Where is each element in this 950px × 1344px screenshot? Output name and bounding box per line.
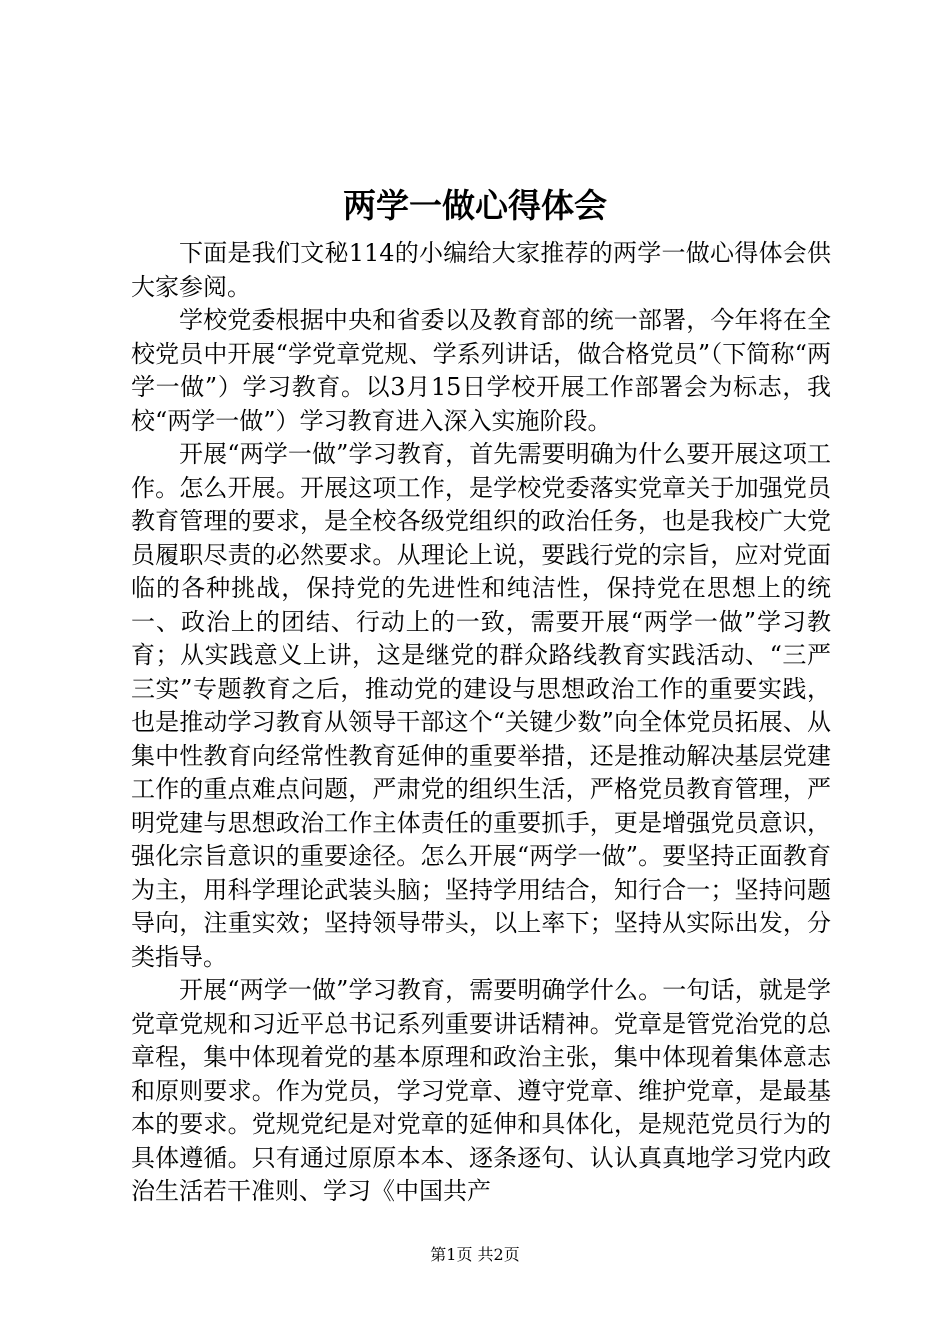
document-body [131, 237, 831, 1209]
paragraph-intro: 下面是我们文秘114的小编给大家推荐的两学一做心得体会供大家参阅。 [131, 239, 831, 301]
paragraph-background: 学校党委根据中央和省委以及教育部的统一部署，今年将在全校党员中开展“学党章党规、学系列讲话，做合格党员”（下简称“两学一做”）学习教育。以3月15日学校开展工作部署会为标志，我校“两学一做”）学习教育进入深入实施阶段。 [131, 306, 831, 435]
paragraph-why: 开展“两学一做”学习教育，首先需要明确为什么要开展这项工作。怎么开展。开展这项工作，是学校党委落实党章关于加强党员教育管理的要求，是全校各级党组织的政治任务，也是我校广大党员履职尽责的必然要求。从理论上说，要践行党的宗旨，应对党面临的各种挑战，保持党的先进性和纯洁性，保持党在思想上的统一、政治上的团结、行动上的一致，需要开展“两学一做”学习教育；从实践意义上讲，这是继党的群众路线教育实践活动、“三严三实”专题教育之后，推动党的建设与思想政治工作的重要实践，也是推动学习教育从领导干部这个“关键少数”向全体党员拓展、从集中性教育向经常性教育延伸的重要举措，还是推动解决基层党建工作的重点难点问题，严肃党的组织生活，严格党员教育管理，严明党建与思想政治工作主体责任的重要抓手，更是增强党员意识，强化宗旨意识的重要途径。怎么开展“两学一做”。要坚持正面教育为主，用科学理论武装头脑；坚持学用结合，知行合一；坚持问题导向，注重实效；坚持领导带头，以上率下；坚持从实际出发，分类指导。 [131, 440, 831, 971]
paragraph-what: 开展“两学一做”学习教育，需要明确学什么。一句话，就是学党章党规和习近平总书记系列重要讲话精神。党章是管党治党的总章程，集中体现着党的基本原理和政治主张，集中体现着集体意志和原则要求。作为党员，学习党章、遵守党章、维护党章，是最基本的要求。党规党纪是对党章的延伸和具体化，是规范党员行为的具体遵循。只有通过原原本本、逐条逐句、认认真真地学习党内政治生活若干准则、学习《中国共产 [131, 976, 831, 1205]
document-title: 两学一做心得体会 [343, 186, 607, 225]
page-footer: 第1页 共2页 [430, 1245, 520, 1264]
